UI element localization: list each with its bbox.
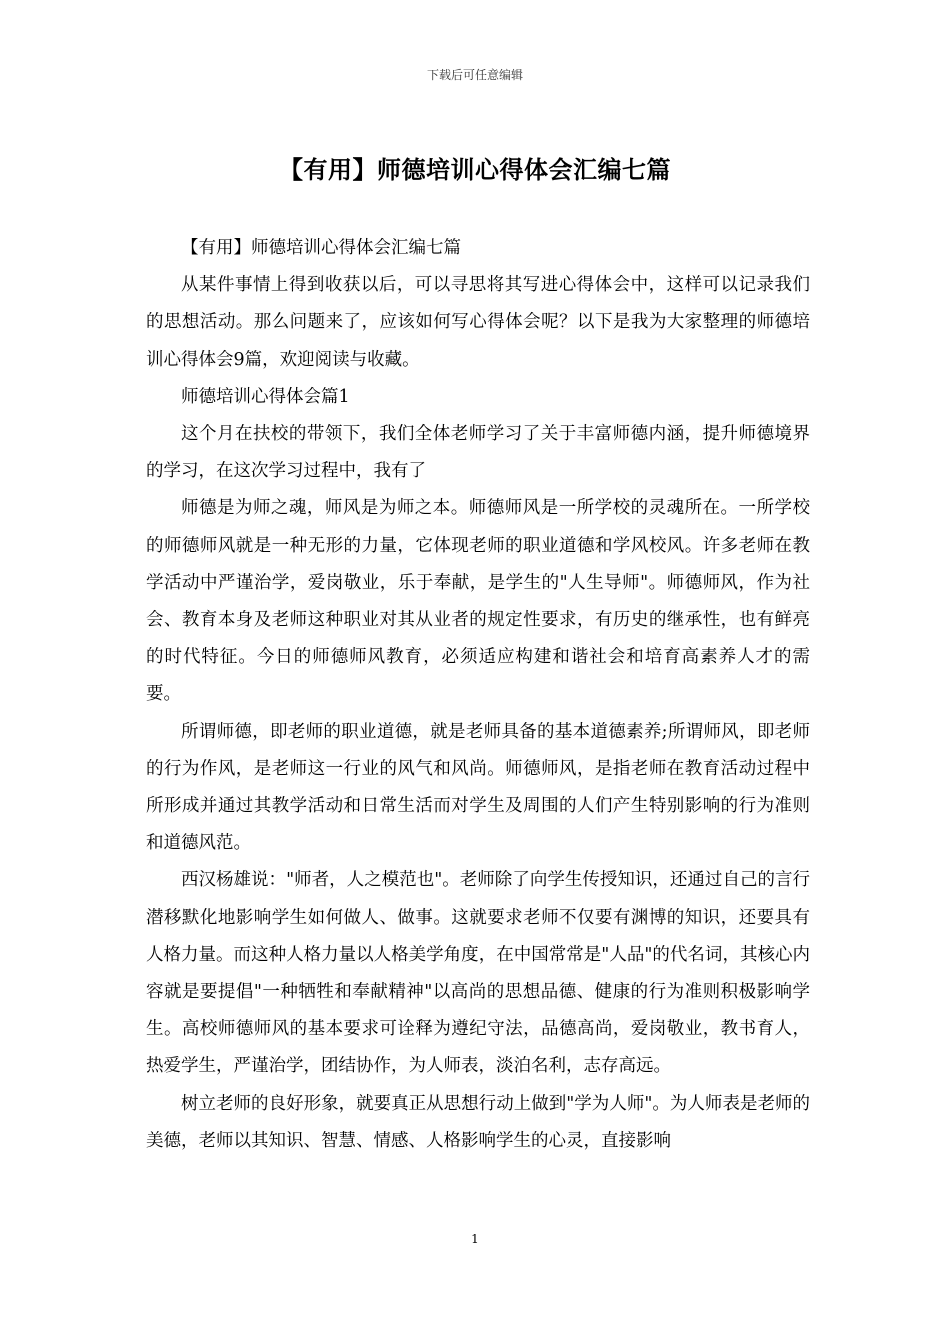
paragraph: 师德是为师之魂，师风是为师之本。师德师风是一所学校的灵魂所在。一所学校的师德师风就是一种无形的力量，它体现老师的职业道德和学风校风。许多老师在教学活动中严谨治学，爱岗敬业，乐于奉献，是学生的"人生导师"。师德师风，作为社会、教育本身及老师这种职业对其从业者的规定性要求，有历史的继承性，也有鲜亮的时代特征。今日的师德师风教育，必须适应构建和谐社会和培育高素养人才的需要。 <box>146 498 810 705</box>
paragraph: 树立老师的良好形象，就要真正从思想行动上做到"学为人师"。为人师表是老师的美德，老师以其知识、智慧、情感、人格影响学生的心灵，直接影响 <box>146 1093 810 1151</box>
section-heading: 师德培训心得体会篇1 <box>181 386 350 407</box>
header-note: 下载后可任意编辑 <box>426 68 523 82</box>
paragraph: 西汉杨雄说："师者，人之模范也"。老师除了向学生传授知识，还通过自己的言行潜移默化地影响学生如何做人、做事。这就要求老师不仅要有渊博的知识，还要具有人格力量。而这种人格力量以人格美学角度，在中国常常是"人品"的代名词，其核心内容就是要提倡"一种牺牲和奉献精神"以高尚的思想品德、健康的行为准则积极影响学生。高校师德师风的基本要求可诠释为遵纪守法，品德高尚，爱岗敬业，教书育人，热爱学生，严谨治学，团结协作，为人师表，淡泊名利，志存高远。 <box>146 870 810 1077</box>
paragraph: 【有用】师德培训心得体会汇编七篇 <box>181 238 461 258</box>
page-number: 1 <box>471 1232 479 1246</box>
paragraph: 从某件事情上得到收获以后，可以寻思将其写进心得体会中，这样可以记录我们的思想活动。那么问题来了，应该如何写心得体会呢？以下是我为大家整理的师德培训心得体会9篇，欢迎阅读与收藏。 <box>146 275 810 370</box>
paragraph: 这个月在扶校的带领下，我们全体老师学习了关于丰富师德内涵，提升师德境界的学习，在这次学习过程中，我有了 <box>146 424 810 482</box>
document-title: 【有用】师德培训心得体会汇编七篇 <box>279 155 671 184</box>
document-body <box>146 230 810 1160</box>
paragraph: 所谓师德，即老师的职业道德，就是老师具备的基本道德素养;所谓师风，即老师的行为作风，是老师这一行业的风气和风尚。师德师风，是指老师在教育活动过程中所形成并通过其教学活动和日常生活而对学生及周围的人们产生特别影响的行为准则和道德风范。 <box>146 721 810 854</box>
